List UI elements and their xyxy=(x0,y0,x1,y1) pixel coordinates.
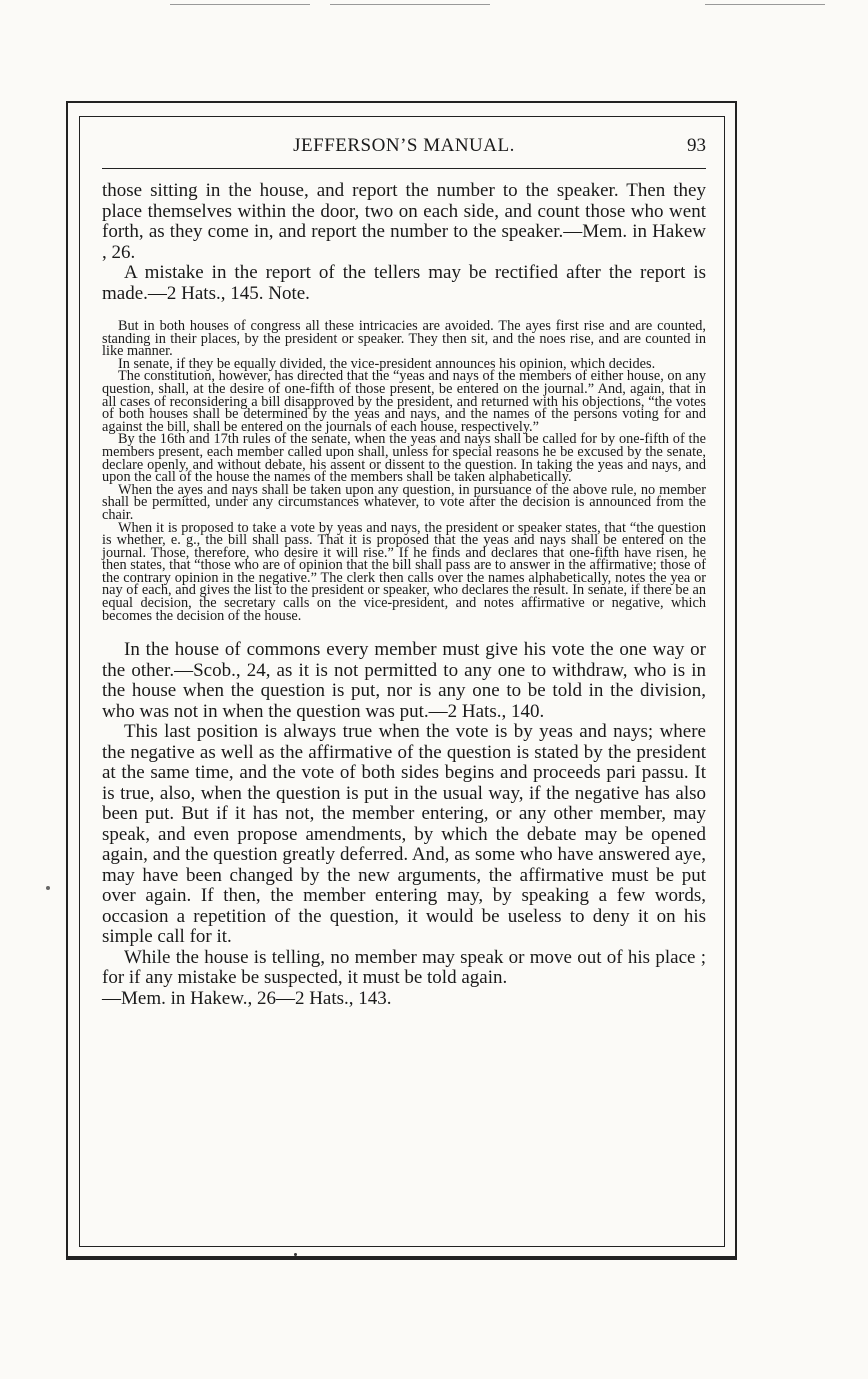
note-paragraph: By the 16th and 17th rules of the senate, when the yeas and nays shall be called for by one-fifth of the members present, each member called upon shall, unless for special reasons he be excused by the senate, declare openly, and without debate, his assent or dissent to the question. In taking the yeas and nays, and upon the call of the house the names of the members shall be taken alphabetically. xyxy=(102,431,706,486)
main-text-bottom xyxy=(102,640,706,1009)
paragraph: A mistake in the report of the tellers may be rectified after the report is made.—2 Hats., 145. Note. xyxy=(102,262,706,304)
ink-speck xyxy=(46,886,50,890)
page-content xyxy=(102,128,706,1009)
paragraph: In the house of commons every member must give his vote the one way or the other.—Scob., 24, as it is not permitted to any one to withdraw, who is in the house when the question is put, nor is any one to be told in the division, who was not in when the question was put.—2 Hats., 140. xyxy=(102,639,706,722)
running-header xyxy=(102,128,706,169)
note-paragraph: But in both houses of congress all these intricacies are avoided. The ayes first rise and are counted, standing in their places, by the president or speaker. They then sit, and the noes rise, and are counted in like manner. xyxy=(102,318,706,360)
page-number: 93 xyxy=(687,135,706,156)
paragraph: those sitting in the house, and report the number to the speaker. Then they place themselves within the door, two on each side, and count those who went forth, as they come in, and report the number to the speaker.—Mem. in Hakew , 26. xyxy=(102,180,706,263)
paragraph: While the house is telling, no member may speak or move out of his place ; for if any mistake be suspected, it must be told again. xyxy=(102,946,706,989)
ink-speck xyxy=(294,1253,297,1256)
running-title: JEFFERSON’S MANUAL. xyxy=(293,135,515,156)
note-paragraph: In senate, if they be equally divided, the vice-president announces his opinion, which decides. xyxy=(118,355,656,372)
note-paragraph: The constitution, however, has directed that the “yeas and nays of the members of either house, on any question, shall, at the desire of one-fifth of those present, be entered on the journal.” And, again, that in all cases of reconsidering a bill disapproved by the president, and returned with his objections, “the votes of both houses shall be determined by the yeas and nays, and the names of the persons voting for and against the bill, shall be entered on the journals of each house, respectively.” xyxy=(102,368,706,435)
citation: —Mem. in Hakew., 26—2 Hats., 143. xyxy=(102,987,392,1009)
note-paragraph: When it is proposed to take a vote by yeas and nays, the president or speaker states, that “the question is whether, e. g., the bill shall pass. That it is proposed that the yeas and nays shall be entered on the journal. Those, therefore, who desire it will rise.” If he finds and declares that one-fifth have risen, he then states, that “those who are of opinion that the bill shall pass are to answer in the affirmative; those of the contrary opinion in the negative.” The clerk then calls over the names alphabetically, notes the yea or nay of each, and gives the list to the president or speaker, who declares the result. In senate, if there be an equal decision, the secretary calls on the vice-president, and notes affirmative or negative, which becomes the decision of the house. xyxy=(102,519,706,624)
main-text-top xyxy=(102,181,706,304)
top-edge-marks xyxy=(0,0,868,12)
editorial-note xyxy=(102,320,706,622)
paragraph: This last position is always true when the vote is by yeas and nays; where the negative as well as the affirmative of the question is stated by the president at the same time, and the vote of both sides begins and proceeds pari passu. It is true, also, when the question is put in the usual way, if the negative has also been put. But if it has not, the member entering, or any other member, may speak, and even propose amendments, by which the debate may be opened again, and the question greatly deferred. And, as some who have answered aye, may have been changed by the new arguments, the affirmative must be put over again. If then, the member entering may, by speaking a few words, occasion a repetition of the question, it would be useless to deny it on his simple call for it. xyxy=(102,721,706,948)
note-paragraph: When the ayes and nays shall be taken upon any question, in pursuance of the above rule, no member shall be permitted, under any circumstances whatever, to vote after the decision is announced from the chair. xyxy=(102,481,706,523)
